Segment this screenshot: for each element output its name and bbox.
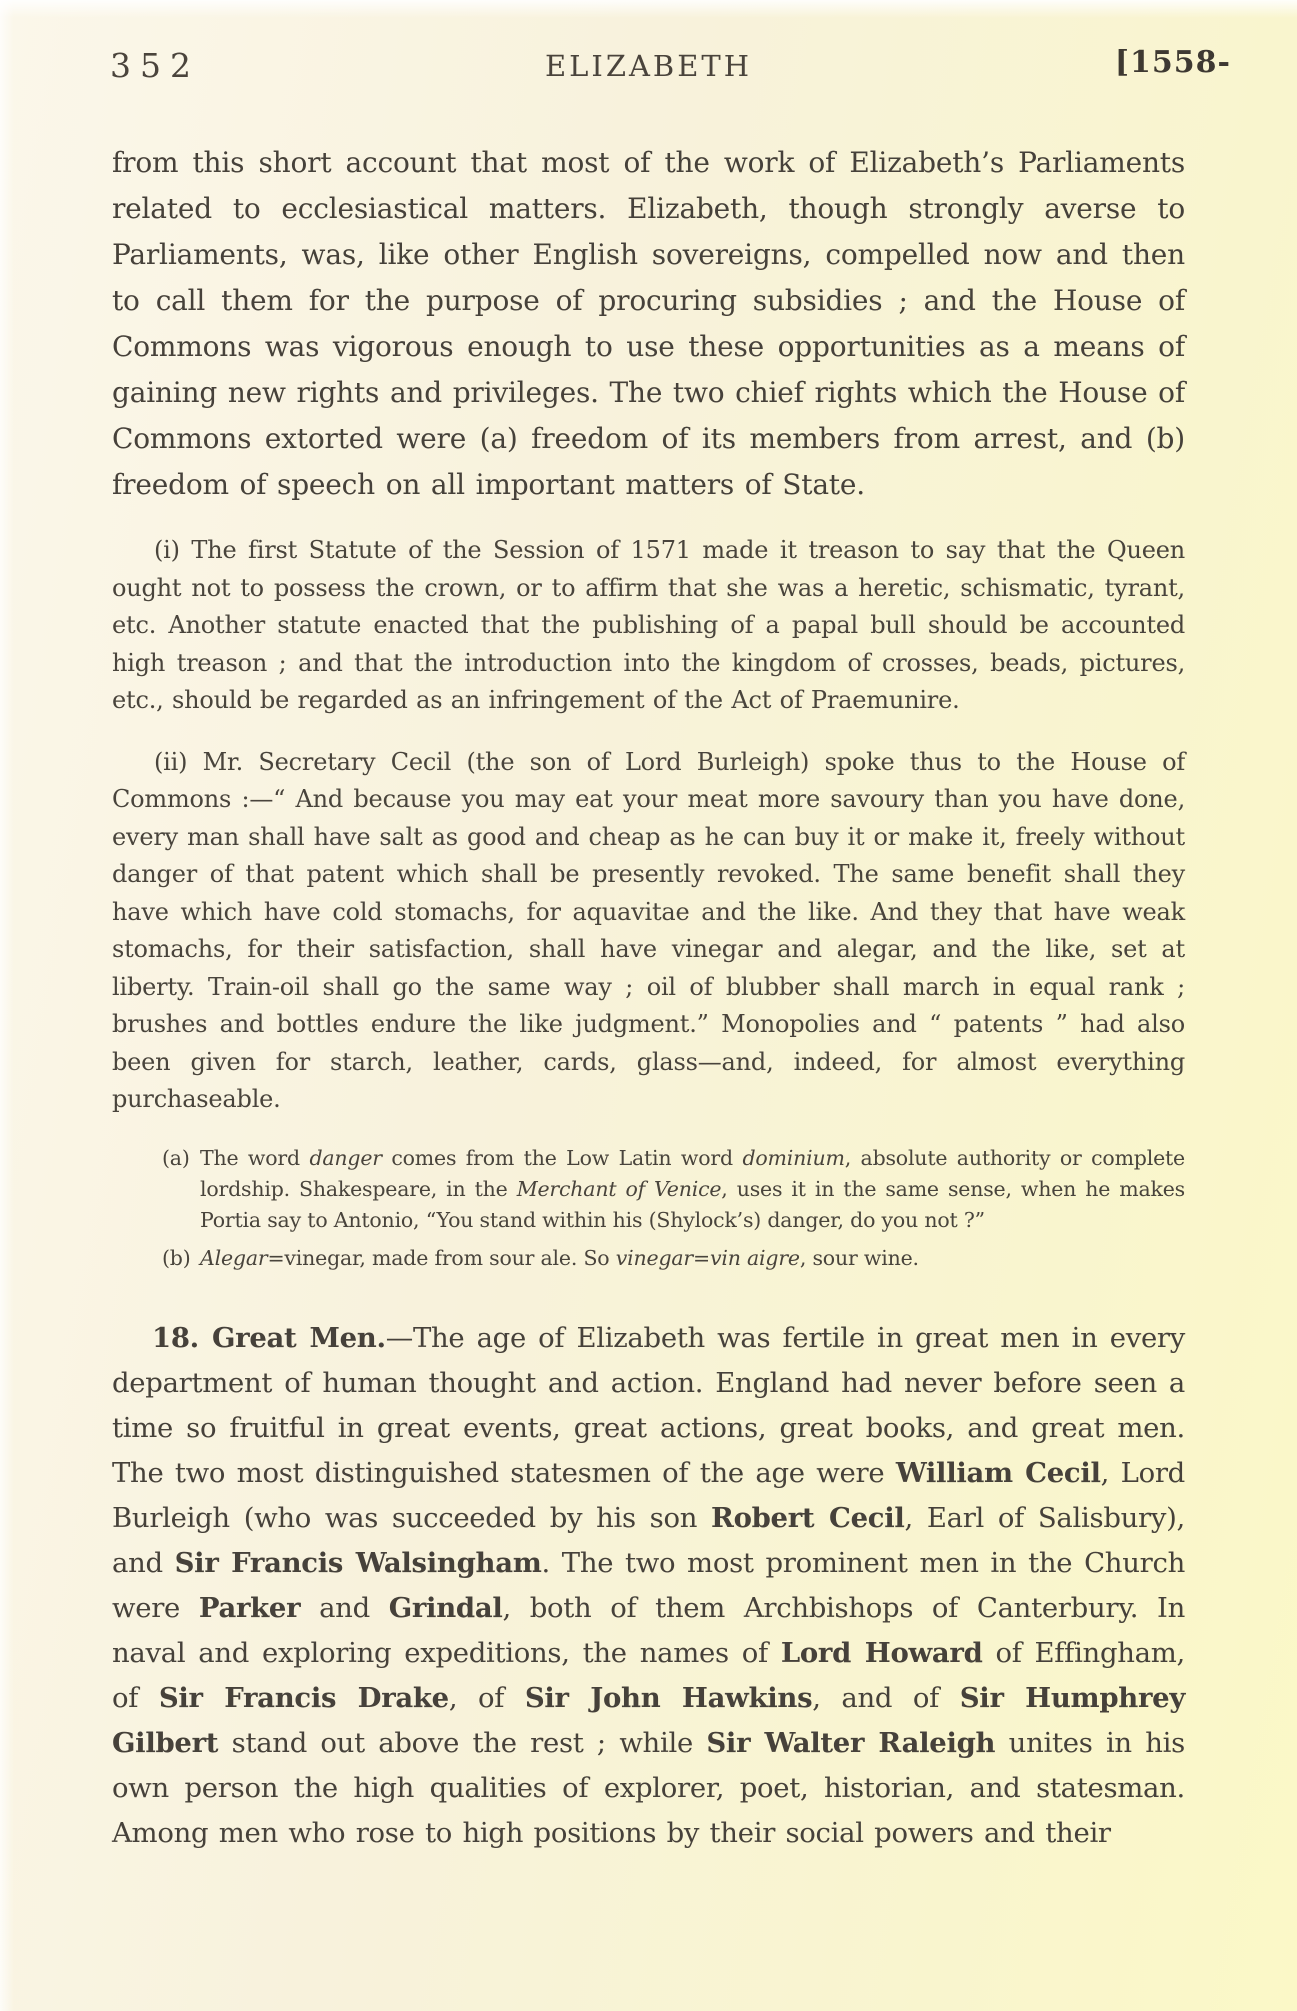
page-header — [0, 0, 1297, 88]
page-number: 352 — [110, 46, 200, 85]
footnote-a — [162, 1143, 1185, 1236]
note-ii-cecil-speech: (ii) Mr. Secretary Cecil (the son of Lord Burleigh) spoke thus to the House of Commons :—“ And because you may eat your meat more savoury than you have done, every man shall have salt as good and cheap as he can buy it or make it, freely without danger of that patent which shall be presently revoked. The same benefit shall they have which have cold stomachs, for aquavitae and the like. And they that have weak stomachs, for their satisfaction, shall have vinegar and alegar, and the like, set at liberty. Train-oil shall go the same way ; oil of blubber shall march in equal rank ; brushes and bottles endure the like judgment.” Monopolies and “ patents ” had also been given for starch, leather, cards, glass—and, indeed, for almost everything purchaseable. — [112, 747, 1185, 1113]
footnote-b — [162, 1243, 1185, 1274]
footnote-a-marker: (a) — [162, 1145, 190, 1170]
section-18-great-men: 18. Great Men.—The age of Elizabeth was fertile in great men in every department of human thought and action. England had never before seen a time so fruitful in great events, great actions, great books, and great men. The two most distinguished statesmen of the age were William Cecil, Lord Burleigh (who was succeeded by his son Robert Cecil, Earl of Salisbury), and Sir Francis Walsingham. The two most prominent men in the Church were Parker and Grindal, both of them Archbishops of Canterbury. In naval and exploring expeditions, the names of Lord Howard of Effingham, of Sir Francis Drake, of Sir John Hawkins, and of Sir Humphrey Gilbert stand out above the rest ; while Sir Walter Raleigh unites in his own person the high qualities of explorer, poet, historian, and statesman. Among men who rose to high positions by their social powers and their — [112, 1321, 1186, 1849]
note-i-statute-1571: (i) The first Statute of the Session of 1571 made it treason to say that the Queen ought not to possess the crown, or to affirm that she was a heretic, schismatic, tyrant, etc. Another statute enacted that the publishing of a papal bull should be accounted high treason ; and that the introduction into the kingdom of crosses, beads, pictures, etc., should be regarded as an infringement of the Act of Praemunire. — [112, 536, 1185, 714]
running-title: ELIZABETH — [544, 49, 753, 83]
page-text-column — [0, 140, 1297, 1856]
footnote-a-text: The word danger comes from the Low Latin word dominium, absolute authority or complete lordship. Shakespeare, in the Merchant of Venice, uses it in the same sense, when he makes Portia say to Antonio, “You stand within his (Shylock’s) danger, do you not ?” — [200, 1145, 1185, 1232]
footnote-b-marker: (b) — [162, 1245, 191, 1270]
footnote-b-text: Alegar=vinegar, made from sour ale. So vinegar=vin aigre, sour wine. — [200, 1245, 919, 1270]
footnotes-block — [112, 1143, 1185, 1274]
header-date-marker: [1558- — [1114, 45, 1231, 80]
body-paragraph-parliaments: from this short account that most of the work of Elizabeth’s Parliaments related to ecclesiastical matters. Elizabeth, though strongly averse to Parliaments, was, like other English sovereigns, compelled now and then to call them for the purpose of procuring subsidies ; and the House of Commons was vigorous enough to use these opportunities as a means of gaining new rights and privileges. The two chief rights which the House of Commons extorted were (a) freedom of its members from arrest, and (b) freedom of speech on all important matters of State. — [112, 146, 1185, 501]
